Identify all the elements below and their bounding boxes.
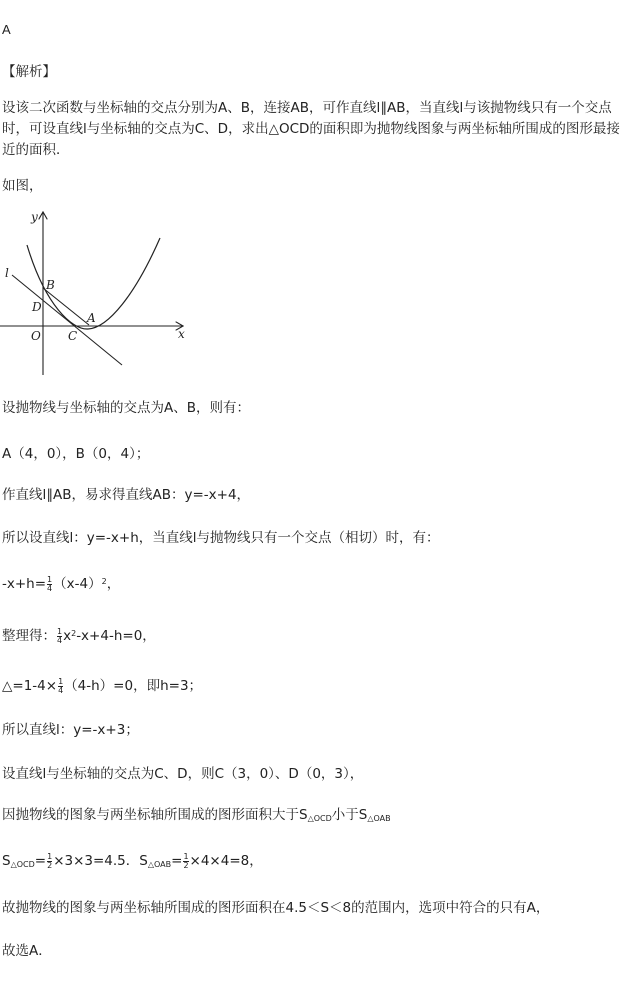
fraction: $\frac{1}{2}$ [183, 851, 189, 870]
step-6: 整理得： $\frac{1}{4}$ $x^2-x+4-h=0$， [2, 626, 156, 645]
as-figure-text: 如图， [2, 178, 43, 194]
fraction: $\frac{1}{4}$ [58, 676, 64, 695]
step-10: 因抛物线的图象与两坐标轴所围成的图形面积大于$S_{\triangle OCD}$小于$S_{\triangle OAB}$ [2, 807, 391, 823]
label-b: B [46, 278, 55, 292]
fraction: $\frac{1}{2}$ [47, 851, 53, 870]
answer-letter: A [2, 22, 11, 37]
fraction: $\frac{1}{4}$ [57, 626, 63, 645]
label-d: D [32, 300, 42, 314]
step-3: 作直线l∥AB，易求得直线AB：y=-x+4， [2, 487, 251, 503]
step-1: 设抛物线与坐标轴的交点为A、B，则有： [2, 400, 250, 416]
label-c: C [68, 329, 78, 343]
label-o: O [31, 329, 41, 343]
label-l: l [5, 266, 9, 280]
label-x: x [178, 327, 185, 341]
step-4: 所以设直线l：y=-x+h，当直线l与抛物线只有一个交点（相切）时，有： [2, 530, 440, 546]
step-9: 设直线l与坐标轴的交点为C、D，则C（3，0）、D（0，3）， [2, 766, 364, 782]
fraction: $\frac{1}{4}$ [47, 574, 53, 593]
step-7: △=1-4× $\frac{1}{4}$ （4-h）=0，即h=3； [2, 676, 203, 695]
intro-paragraph: 设该二次函数与坐标轴的交点分别为A、B，连接AB，可作直线l∥AB，当直线l与该抛物线只有一个交点时，可设直线l与坐标轴的交点为C、D，求出△OCD的面积即为抛物线图象与两坐标轴所围成的图形最接近的面积． [2, 100, 620, 158]
label-y: y [31, 210, 38, 224]
step-8: 所以直线l：y=-x+3； [2, 722, 139, 738]
step-13: 故选A． [2, 943, 52, 959]
step-12: 故抛物线的图象与两坐标轴所围成的图形面积在4.5＜S＜8的范围内，选项中符合的只有A， [2, 900, 550, 916]
line-l [12, 275, 122, 365]
analysis-header: 【解析】 [2, 64, 56, 80]
label-a: A [87, 311, 96, 325]
step-5: -x+h= $\frac{1}{4}$ $(x-4)^2$， [2, 574, 121, 593]
parabola-figure [0, 205, 200, 375]
step-2: A（4，0），B（0，4）； [2, 446, 150, 462]
step-11: $S_{\triangle OCD}=$ $\frac{1}{2}$ ×3×3=4.5．$S_{\triangle OAB}=$ $\frac{1}{2}$ ×4×4=8， [2, 851, 263, 870]
